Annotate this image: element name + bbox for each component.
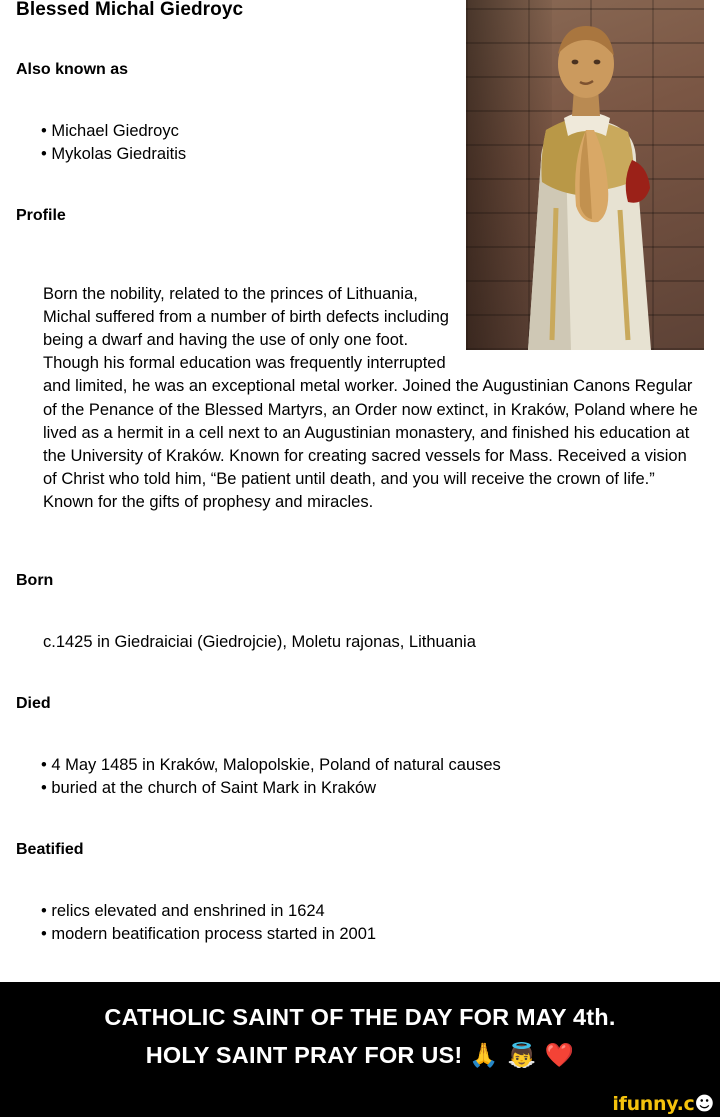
list-item: • Mykolas Giedraitis xyxy=(41,143,704,166)
section-heading-beatified: Beatified xyxy=(16,841,84,859)
beatified-list xyxy=(16,900,704,946)
list-item: • modern beatification process started in 2001 xyxy=(41,923,704,946)
section-heading-died: Died xyxy=(16,695,51,713)
watermark-suffix: ☻ xyxy=(694,1093,714,1115)
page-title: Blessed Michal Giedroyc xyxy=(16,0,244,20)
list-item: • buried at the church of Saint Mark in Kraków xyxy=(41,777,704,800)
list-item: • 4 May 1485 in Kraków, Malopolskie, Poland of natural causes xyxy=(41,754,704,777)
ifunny-watermark xyxy=(612,1093,714,1115)
list-item: • relics elevated and enshrined in 1624 xyxy=(41,900,704,923)
section-heading-born: Born xyxy=(16,572,54,590)
born-text: c.1425 in Giedraiciai (Giedrojcie), Moletu rajonas, Lithuania xyxy=(43,633,476,652)
caption-banner xyxy=(0,982,720,1117)
watermark-text: ifunny.c xyxy=(612,1093,695,1115)
banner-line-2 xyxy=(0,1036,720,1074)
died-list xyxy=(16,754,704,800)
banner-line-1: CATHOLIC SAINT OF THE DAY FOR MAY 4th. xyxy=(104,1004,616,1030)
profile-text: Born the nobility, related to the princes of Lithuania, Michal suffered from a number of birth defects including being a dwarf and having the use of only one foot. Though his formal education was frequently interrupted and limited, he was an exceptional metal worker. Joined the Augustinian Canons Regular of the Penance of the Blessed Martyrs, an Order now extinct, in Kraków, Poland where he lived as a hermit in a cell next to an Augustinian monastery, and finished his education at the University of Kraków. Known for creating sacred vessels for Mass. Received a vision of Christ who told him, “Be patient until death, and you will receive the crown of life.” Known for the gifts of prophesy and miracles. xyxy=(43,284,698,512)
list-item: • Michael Giedroyc xyxy=(41,120,704,143)
banner-line-2-text: HOLY SAINT PRAY FOR US! xyxy=(145,1042,470,1068)
statue-illustration xyxy=(486,10,686,350)
section-heading-also-known-as: Also known as xyxy=(16,61,129,78)
section-heading-profile: Profile xyxy=(16,207,66,224)
banner-emoji: 🙏 👼 ❤️ xyxy=(469,1041,575,1069)
saint-statue-image xyxy=(466,0,704,350)
